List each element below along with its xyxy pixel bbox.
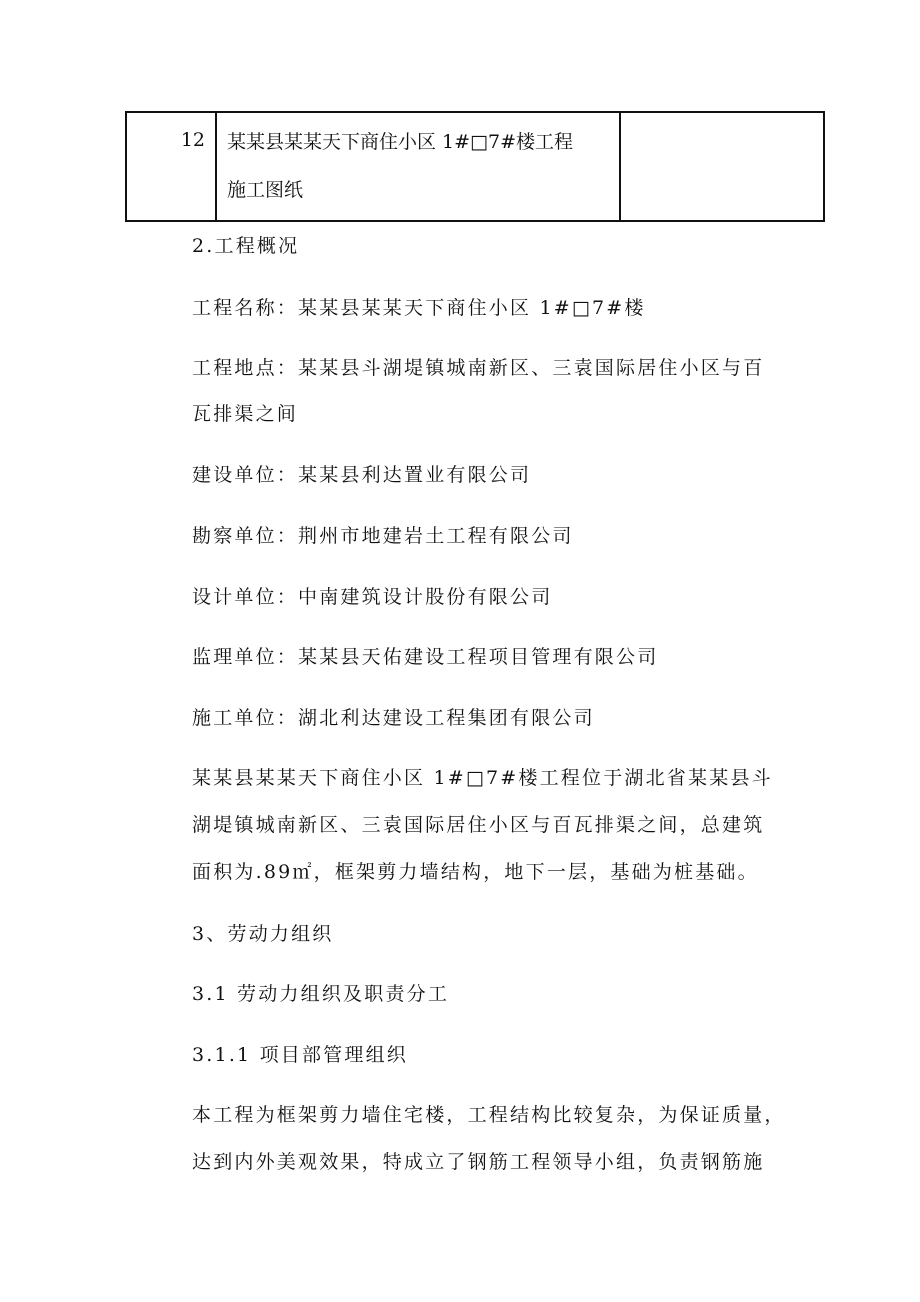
supervision-unit: 监理单位：某某县天佑建设工程项目管理有限公司 <box>192 646 659 668</box>
paragraph-line2: 达到内外美观效果，特成立了钢筋工程领导小组，负责钢筋施 <box>192 1151 765 1173</box>
row-remark <box>620 112 824 221</box>
design-unit: 设计单位：中南建筑设计股份有限公司 <box>192 586 553 608</box>
summary-line2: 湖堤镇城南新区、三袁国际居住小区与百瓦排渠之间，总建筑 <box>192 814 765 836</box>
construction-unit: 施工单位：湖北利达建设工程集团有限公司 <box>192 707 595 729</box>
project-location-line2: 瓦排渠之间 <box>192 403 299 425</box>
row-title-line2: 施工图纸 <box>227 179 304 201</box>
drawing-list-table <box>125 111 825 222</box>
project-location-line1: 工程地点：某某县斗湖堤镇城南新区、三袁国际居住小区与百 <box>192 357 765 379</box>
subsection-heading-management: 3.1.1 项目部管理组织 <box>192 1044 408 1066</box>
paragraph-line1: 本工程为框架剪力墙住宅楼，工程结构比较复杂，为保证质量， <box>192 1104 786 1126</box>
row-title <box>216 112 620 221</box>
summary-line3: 面积为.89㎡，框架剪力墙结构，地下一层，基础为桩基础。 <box>192 861 759 883</box>
subsection-heading-labor-duties: 3.1 劳动力组织及职责分工 <box>192 983 450 1005</box>
project-name: 工程名称：某某县某某天下商住小区 1#□7#楼 <box>192 297 646 319</box>
survey-unit: 勘察单位：荆州市地建岩土工程有限公司 <box>192 525 574 547</box>
row-number: 12 <box>126 112 216 221</box>
section-heading-overview: 2.工程概况 <box>192 235 300 257</box>
table-row <box>126 112 824 221</box>
summary-line1: 某某县某某天下商住小区 1#□7#楼工程位于湖北省某某县斗 <box>192 767 773 789</box>
row-title-line1: 某某县某某天下商住小区 1#□7#楼工程 <box>227 131 574 153</box>
section-heading-labor: 3、劳动力组织 <box>192 923 334 945</box>
builder-unit: 建设单位：某某县利达置业有限公司 <box>192 464 532 486</box>
